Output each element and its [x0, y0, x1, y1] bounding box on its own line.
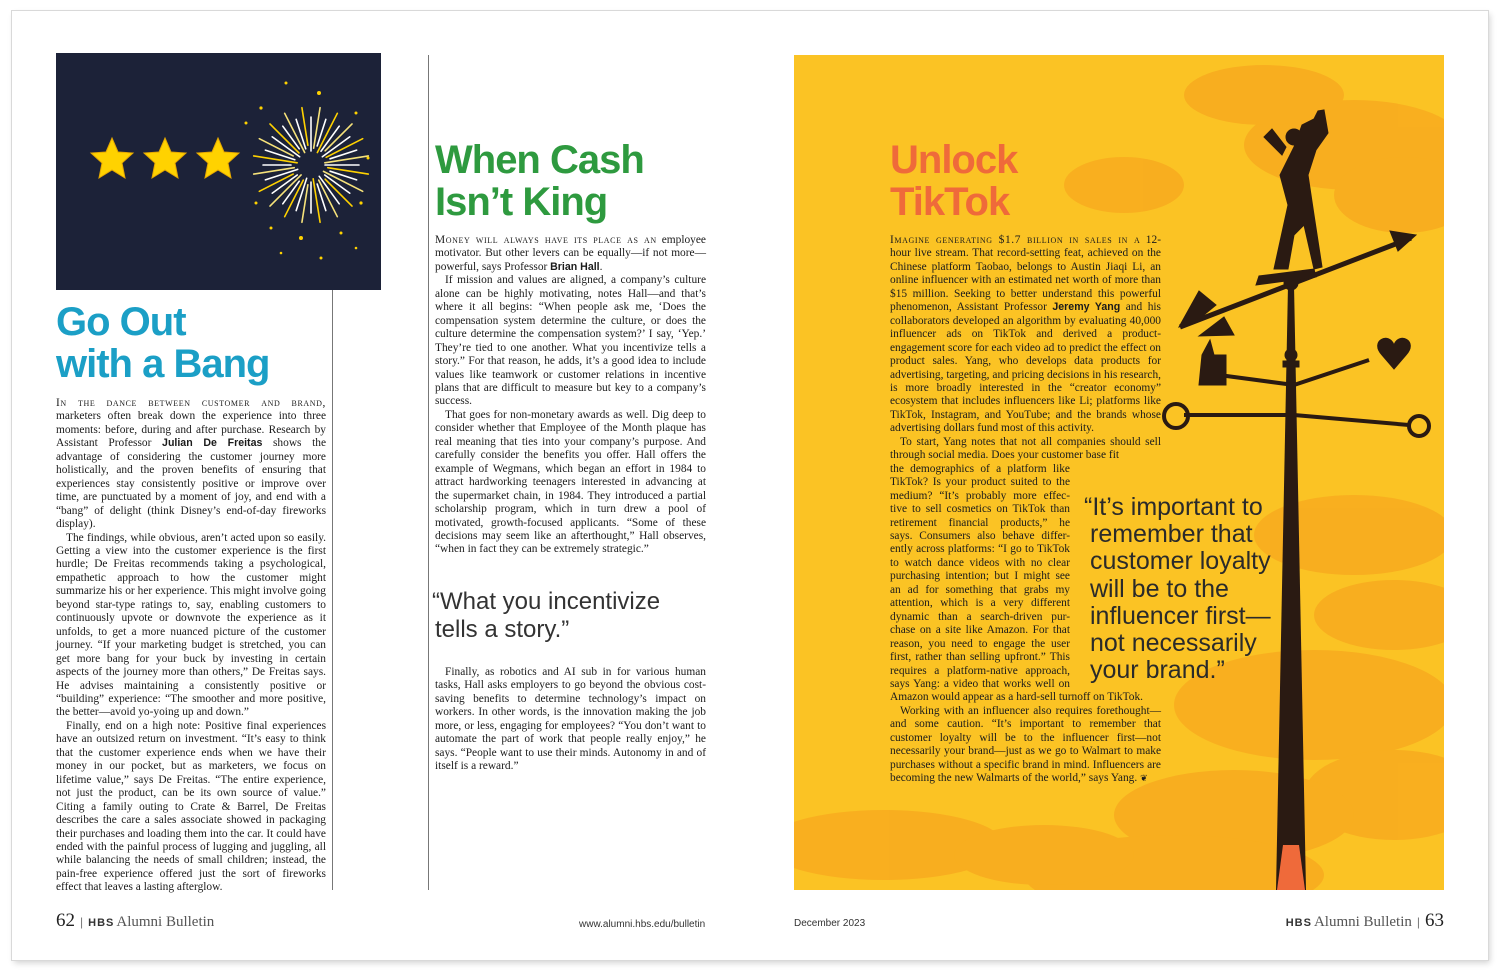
article3-p3: Working with an influencer also requires forethought—and some caution. “It’s important to remember that customer loyalty will be to the influencer first—not necessarily your brand—just as we go to Walmart to make purchases without a specific brand in mind. Influencers are becoming the new Walmarts of the world,” says Yang. [890, 704, 1161, 785]
column-rule [332, 290, 333, 890]
heart-icon [1378, 338, 1411, 369]
article1-headline-line2: with a Bang [56, 342, 270, 386]
star-icon [197, 138, 239, 178]
text-line: medium? “It’s probably more effec- [890, 489, 1070, 502]
arrow-head-icon [1390, 231, 1416, 251]
footer-date: December 2023 [794, 918, 866, 929]
text-line: dynamic than a search-driven pur- [890, 610, 1070, 623]
author-name: Jeremy Yang [1052, 301, 1121, 314]
article1-p1: marketers often break down the experience into three moments: before, during and after purchase. Research by Assistant Professor [56, 410, 326, 450]
text-line: attention, which is a very different [890, 597, 1070, 610]
end-mark-icon: ❦ [1140, 773, 1148, 784]
footer-separator: | [80, 915, 84, 929]
article1-lead-in: In the dance between customer and brand, [56, 397, 326, 409]
firework-ray [317, 119, 326, 146]
page-number: 63 [1425, 910, 1444, 931]
pull-quote-line: “It’s important to [1084, 493, 1263, 521]
article3-panel [794, 55, 1444, 890]
author-name: Julian De Freitas [162, 437, 263, 450]
text-line: ently across platforms: “I go to TikTok [890, 543, 1070, 556]
article2-body-end [435, 666, 706, 774]
arrow-tail-icon [1179, 291, 1234, 336]
article2-p4: Finally, as robotics and AI sub in for various human tasks, Hall asks employers to go beyond the obvious cost-saving benefits to determine technology’s impact on workers. In other words, is the innovation making the job more, or less, engaging for employees? “You don’t want to automate the part of work that people really enjoy,” he says. “People want to use their minds. Autonomy in and of itself is a reward.” [435, 666, 706, 773]
text-line: an ad for something that grabs my [890, 583, 1070, 596]
publication-abbr: HBS [1285, 917, 1312, 929]
pull-quote-line: “What you incentivize [432, 588, 661, 615]
text-line: to watch dance videos with no clear [890, 556, 1070, 569]
right-page-footer [1286, 910, 1444, 932]
article3-headline-line2: TikTok [890, 180, 1010, 224]
article1-p2: The findings, while obvious, aren’t acted upon so easily. Getting a view into the customer experience is the first hurdle; De Freitas recommends taking a psychological, empathetic approach to how the customer might summarize his or her experience. This might involve going beyond star-type ratings to, say, enabling customers to continuously upvote or downvote the experience as it unfolds, to get a more nuanced picture of the customer journey. “If your marketing budget is stretched, you can get more bang for your buck by investing in certain aspects of the journey more than others,” De Freitas says. He advises maintaining a consistently positive or “building” experience: “The smoother and more positive, the better—avoid yo-yoing up and down.” [56, 531, 326, 719]
firework-ray [330, 150, 357, 159]
article3-p1: 12-hour live stream. That record-setting feat, achieved on the Chinese platform Taobao, belongs to Austin Jiaqi Li, an online influencer with an estimated net worth of more than $15 million. Seeking to better understand this powerful phenomenon, Assistant Professor [890, 234, 1161, 314]
firework-ray [330, 171, 357, 180]
publication-name: Alumni Bulletin [1313, 914, 1412, 930]
article3-headline [890, 139, 1017, 223]
article1-headline-line1: Go Out [56, 300, 186, 344]
article3-lead-in: Imagine generating $1.7 billion in sales in a [890, 234, 1141, 246]
text-line: says. Consumers also behave differ- [890, 529, 1070, 542]
text-line: TikTok? Is your product suited to the [890, 476, 1070, 489]
left-page-footer [56, 910, 214, 932]
article3-pull-quote [1084, 493, 1271, 685]
article1-body [56, 397, 326, 895]
article2-pull-quote [432, 588, 660, 644]
text-line: requires a platform-native approach, [890, 664, 1070, 677]
article2-p1: employee motivator. But other levers can be equally—if not more—powerful, says Professor [435, 234, 706, 273]
article2-p3: That goes for non-monetary awards as well. Dig deep to consider whether that Employee of the Month plaque has real meaning that ties into your company’s purpose. And carefully consider the benefits you offer. Hall offers the example of Wegmans, which began an effort in 1984 to attract hardworking teenagers interested in advancing at the supermarket chain, in 1984. They introduced a partial scholarship program, which in turn drew a pool of motivated, growth-focused applicants. “Some of these decisions may seem like an afterthought,” Hall observes, “when in fact they can be extremely strategic.” [435, 408, 706, 556]
publication-abbr: HBS [88, 917, 115, 929]
ratings-illustration [56, 53, 381, 290]
article3-p1-cont: and his collaborators developed an algorithm by evaluating 40,000 influencer ads on TikTok and derived a product-engagement score for each video ad to predict the effect on product sales. Yang, who develops data products for advertising, targeting, and pricing decisions in his research, is more broadly interested in the “creator economy” ecosystem that includes influencers like Li; platforms like TikTok, Instagram, and YouTube; and the brands whose advertising dollars fund most of this activity. [890, 301, 1161, 435]
pull-quote-line: customer loyalty [1090, 547, 1271, 576]
firework-ray [325, 156, 368, 163]
text-line: says Yang: a video that works well on [890, 677, 1070, 690]
footer-separator: | [1416, 915, 1420, 929]
pull-quote-line: will be to the [1090, 574, 1229, 603]
column-rule [428, 55, 429, 890]
article2-p1-end: . [599, 260, 603, 273]
article1-p3: Finally, end on a high note: Positive final experiences have an outsized return on investment. “It’s easy to think that the customer experience ends when we have their money in our pocket, but as marketers, we focus on lifetime value,” says De Freitas. “The entire experience, not just the product, can be its own source of value.” Citing a family outing to Crate & Barrel, De Freitas describes the care a sales associate showed in packaging their purchases and loading them into the car. It could have ended with the painful process of lugging and juggling, all while balancing the needs of small children; instead, the pain-free experience offered just the sort of fireworks effect that leaves a lasting afterglow. [56, 719, 326, 894]
pull-quote-line: your brand.” [1090, 656, 1225, 685]
pull-quote-line: influencer first— [1090, 601, 1271, 630]
article3-p2-wide: To start, Yang notes that not all companies should sell through social media. Does your customer base fit [890, 435, 1161, 462]
pull-quote-line: tells a story.” [435, 616, 570, 643]
text-line: first, rather than selling upfront.” This [890, 651, 1070, 664]
author-name: Brian Hall [550, 260, 600, 273]
article3-headline-line1: Unlock [890, 138, 1018, 182]
illustration-stars-fireworks [56, 53, 381, 290]
footer-url[interactable]: www.alumni.hbs.edu/bulletin [579, 919, 706, 930]
text-line: purchasing intention; but I might see [890, 570, 1070, 583]
article2-headline-line1: When Cash [435, 138, 644, 182]
arrow-icon [1180, 238, 1411, 327]
text-line: retirement financial products,” he [890, 516, 1070, 529]
article3-p2-narrow [890, 463, 1070, 692]
text-line: chase on a site like Amazon. For that [890, 624, 1070, 637]
page-number: 62 [56, 910, 75, 931]
magazine-spread [12, 11, 1488, 960]
article3-p2-end: Amazon would appear as a hard-sell turnoff on TikTok. [890, 691, 1144, 704]
pull-quote-line: not necessarily [1090, 629, 1257, 658]
text-line: the demographics of a platform like [890, 462, 1070, 475]
pull-quote-line: remember that [1090, 520, 1253, 549]
fireworks-icon [254, 108, 369, 223]
article2-body [435, 234, 706, 557]
thumbs-up-icon [1199, 340, 1226, 385]
firework-ray [317, 184, 326, 211]
publication-name: Alumni Bulletin [116, 914, 215, 930]
article2-p2: If mission and values are aligned, a company’s culture alone can be highly motivating, notes Hall—and that’s where it all begins: “When people ask me, ‘Does the compensation system determine the culture, or does the culture determine the compensation system?’ I say, ‘Yep.’ They’re tied to one another. What you incentivize tells a story.” For that reason, he adds, it’s a good idea to include values like teamwork or customer relations in incentive plans that are difficult to measure but key to a company’s success. [435, 274, 706, 408]
firework-ray [313, 179, 320, 222]
article1-headline [56, 301, 269, 385]
text-line: tive to sell cosmetics on TikTok than [890, 503, 1070, 516]
article2-headline-line2: Isn’t King [435, 180, 608, 224]
text-line: reason, you need to engage the user [890, 637, 1070, 650]
article1-p1-cont: shows the advantage of considering the customer journey more holistically, and the proven benefits of ensuring that experiences stay consistently positive or improve over time, are punctuated by a moment of joy, and end with a “bang” of delight (think Disney’s end-of-day fireworks display). [56, 437, 327, 531]
firework-ray [254, 156, 297, 163]
article2-headline [435, 139, 644, 223]
article2-lead-in: Money will always have its place as an [435, 234, 657, 246]
star-icon [144, 138, 186, 178]
star-icon [91, 138, 133, 178]
